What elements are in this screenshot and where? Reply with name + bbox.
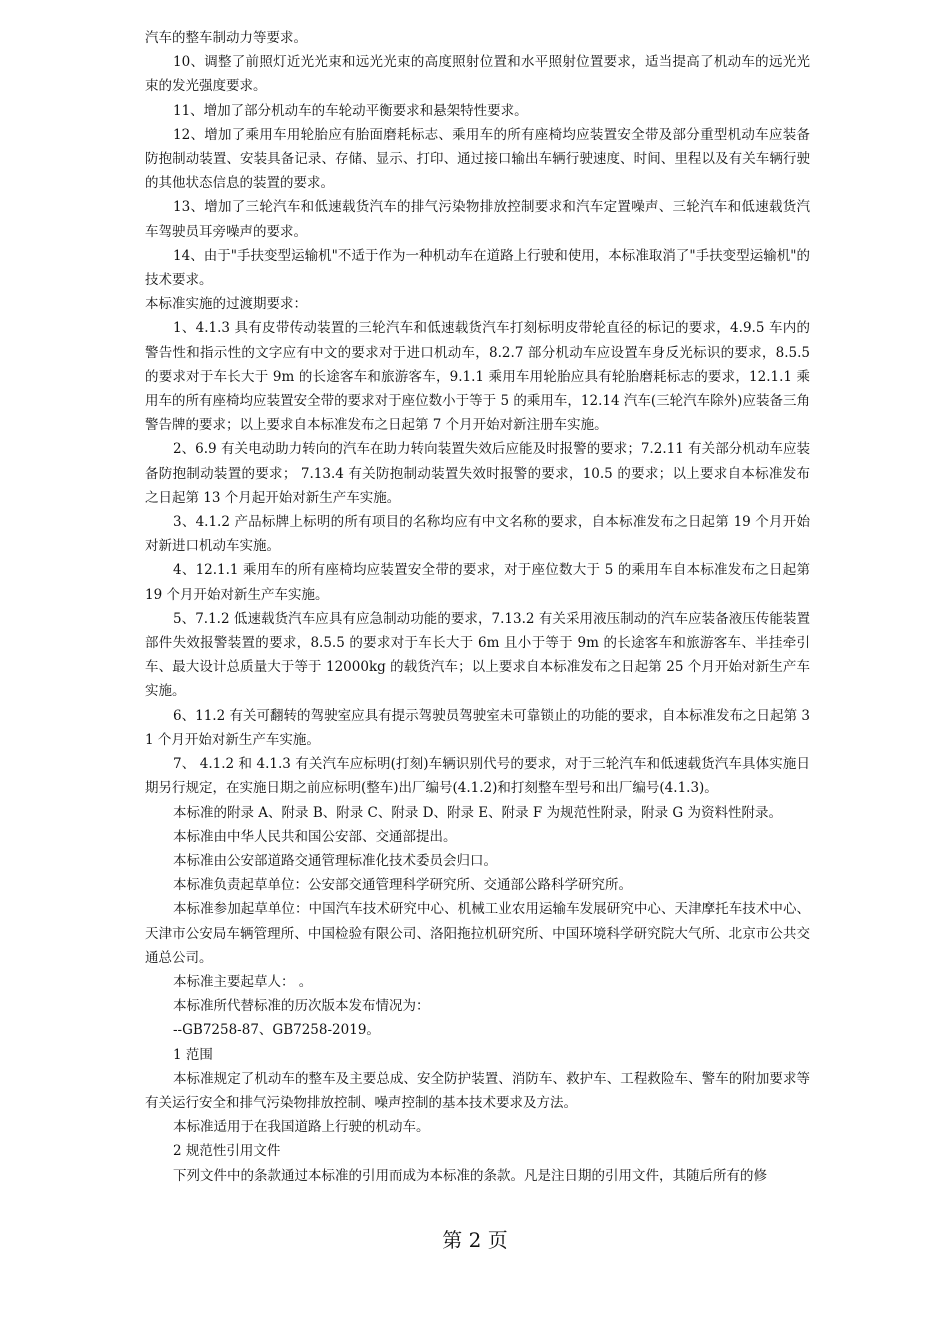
- paragraph: 14、由于"手扶变型运输机"不适于作为一种机动车在道路上行驶和使用，本标准取消了"手扶变型运输机"的技术要求。: [145, 247, 810, 289]
- paragraph: 本标准由公安部道路交通管理标准化技术委员会归口。: [173, 852, 497, 869]
- paragraph: 本标准由中华人民共和国公安部、交通部提出。: [173, 828, 457, 845]
- paragraph: 2、6.9 有关电动助力转向的汽车在助力转向装置失效后应能及时报警的要求；7.2.11 有关部分机动车应装备防抱制动装置的要求； 7.13.4 有关防抱制动装置失效时报警的要求，10.5 的要求；以上要求自本标准发布之日起第 13 个月起开始对新生产车实施。: [145, 441, 810, 506]
- paragraph: 本标准所代替标准的历次版本发布情况为：: [173, 998, 430, 1015]
- paragraph: 2 规范性引用文件: [173, 1143, 281, 1160]
- paragraph: 下列文件中的条款通过本标准的引用而成为本标准的条款。凡是注日期的引用文件，其随后所有的修: [173, 1167, 767, 1184]
- paragraph: 11、增加了部分机动车的车轮动平衡要求和悬架特性要求。: [173, 102, 528, 119]
- paragraph: 1、4.1.3 具有皮带传动装置的三轮汽车和低速载货汽车打刻标明皮带轮直径的标记的要求，4.9.5 车内的警告性和指示性的文字应有中文的要求对于进口机动车，8.2.7 部分机动车应设置车身反光标识的要求，8.5.5 的要求对于车长大于 9m 的长途客车和旅游客车，9.1.1 乘用车用轮胎应具有轮胎磨耗标志的要求，12.1.1 乘用车的所有座椅均应装置安全带的要求对于座位数小于等于 5 的乘用车，12.14 汽车(三轮汽车除外)应装备三角警告牌的要求；以上要求自本标准发布之日起第 7 个月开始对新注册车实施。: [145, 320, 810, 434]
- paragraph: 5、7.1.2 低速载货汽车应具有应急制动功能的要求，7.13.2 有关采用液压制动的汽车应装备液压传能装置部件失效报警装置的要求，8.5.5 的要求对于车长大于 6m 且小于等于 9m 的长途客车和旅游客车、半挂牵引车、最大设计总质量大于等于 12000kg 的载货汽车；以上要求自本标准发布之日起第 25 个月开始对新生产车实施。: [145, 610, 810, 700]
- paragraph: 1 范围: [173, 1046, 213, 1063]
- paragraph: 本标准负责起草单位：公安部交通管理科学研究所、交通部公路科学研究所。: [173, 877, 632, 894]
- paragraph: 本标准主要起草人： 。: [173, 973, 313, 990]
- paragraph: 汽车的整车制动力等要求。: [145, 30, 307, 46]
- paragraph: 4、12.1.1 乘用车的所有座椅均应装置安全带的要求，对于座位数大于 5 的乘用车自本标准发布之日起第 19 个月开始对新生产车实施。: [145, 562, 810, 603]
- paragraph: 7、 4.1.2 和 4.1.3 有关汽车应标明(打刻)车辆识别代号的要求，对于三轮汽车和低速载货汽车具体实施日期另行规定，在实施日期之前应标明(整车)出厂编号(4.1.2)和打刻整车型号和出厂编号(4.1.3)。: [145, 756, 810, 797]
- paragraph: 本标准实施的过渡期要求：: [145, 296, 307, 313]
- paragraph: 6、11.2 有关可翻转的驾驶室应具有提示驾驶员驾驶室未可靠锁止的功能的要求，自本标准发布之日起第 31 个月开始对新生产车实施。: [145, 707, 810, 748]
- paragraph: 本标准规定了机动车的整车及主要总成、安全防护装置、消防车、救护车、工程救险车、警车的附加要求等有关运行安全和排气污染物排放控制、噪声控制的基本技术要求及方法。: [145, 1070, 810, 1111]
- paragraph: 本标准的附录 A、附录 B、附录 C、附录 D、附录 E、附录 F 为规范性附录，附录 G 为资料性附录。: [173, 804, 782, 821]
- paragraph: --GB7258-87、GB7258-2019。: [173, 1022, 380, 1039]
- document-body: [145, 26, 810, 1188]
- paragraph: 10、调整了前照灯近光光束和远光光束的高度照射位置和水平照射位置要求，适当提高了机动车的远光光束的发光强度要求。: [145, 54, 810, 95]
- page-number: 第 2 页: [442, 1228, 508, 1252]
- paragraph: 本标准参加起草单位：中国汽车技术研究中心、机械工业农用运输车发展研究中心、天津摩托车技术中心、天津市公安局车辆管理所、中国检验有限公司、洛阳拖拉机研究所、中国环境科学研究院大气所、北京市公共交通总公司。: [145, 901, 810, 966]
- paragraph: 13、增加了三轮汽车和低速载货汽车的排气污染物排放控制要求和汽车定置噪声、三轮汽车和低速载货汽车驾驶员耳旁噪声的要求。: [145, 199, 810, 240]
- paragraph: 12、增加了乘用车用轮胎应有胎面磨耗标志、乘用车的所有座椅均应装置安全带及部分重型机动车应装备防抱制动装置、安装具备记录、存储、显示、打印、通过接口输出车辆行驶速度、时间、里程以及有关车辆行驶的其他状态信息的装置的要求。: [145, 126, 810, 192]
- paragraph: 本标准适用于在我国道路上行驶的机动车。: [173, 1119, 430, 1136]
- paragraph: 3、4.1.2 产品标牌上标明的所有项目的名称均应有中文名称的要求，自本标准发布之日起第 19 个月开始对新进口机动车实施。: [145, 514, 810, 555]
